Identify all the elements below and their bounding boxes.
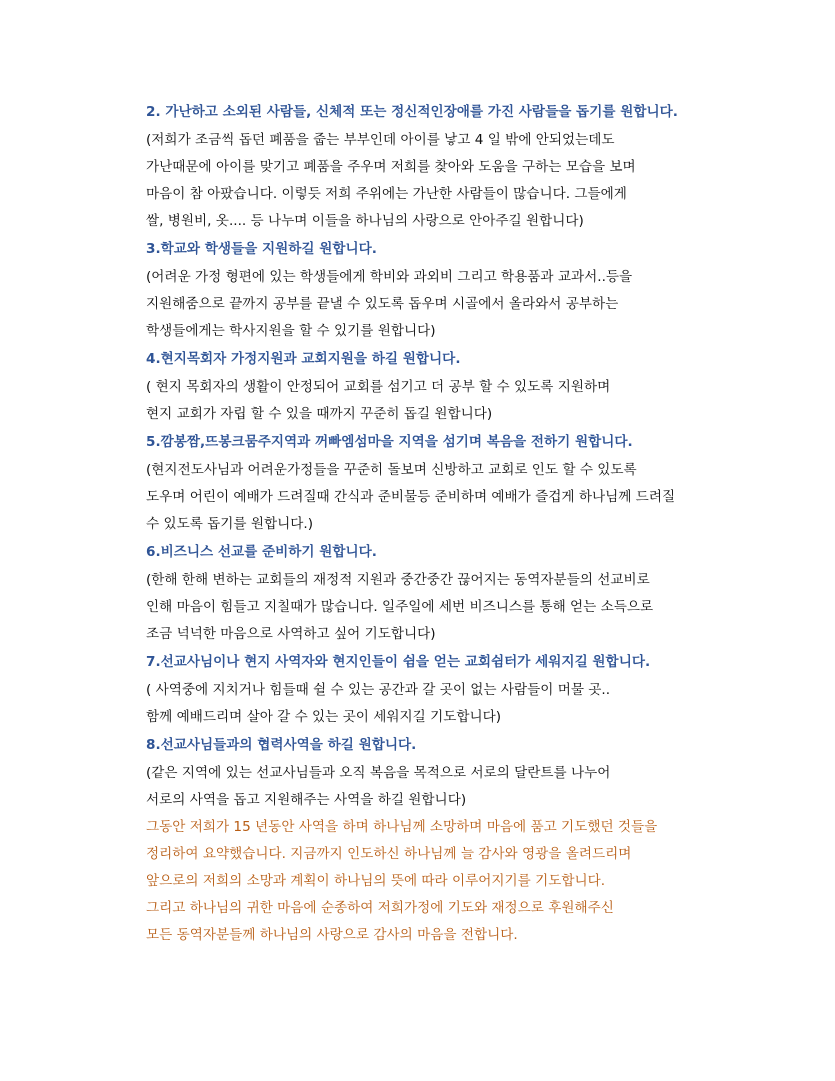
section-body-line: 쌀, 병원비, 옷.... 등 나누며 이들을 하나님의 사랑으로 안아주길 원합니다) xyxy=(146,213,584,229)
section-heading-4: 4.현지목회자 가정지원과 교회지원을 하길 원합니다. xyxy=(146,351,461,367)
section-heading-7: 7.선교사님이나 현지 사역자와 현지인들이 쉼을 얻는 교회쉼터가 세워지길 원합니다. xyxy=(146,654,651,670)
closing-line: 그동안 저희가 15 년동안 사역을 하며 하나님께 소망하며 마음에 품고 기도했던 것들을 xyxy=(146,819,658,835)
section-heading-3: 3.학교와 학생들을 지원하길 원합니다. xyxy=(146,241,377,257)
section-body-line: 서로의 사역을 돕고 지원해주는 사역을 하길 원합니다) xyxy=(146,792,467,808)
closing-line: 그리고 하나님의 귀한 마음에 순종하여 저희가정에 기도와 재정으로 후원해주신 xyxy=(146,900,614,916)
section-body-line: 도우며 어린이 예배가 드려질때 간식과 준비물등 준비하며 예배가 즐겁게 하나님께 드려질 xyxy=(146,489,676,505)
section-body-line: 현지 교회가 자립 할 수 있을 때까지 꾸준히 돕길 원합니다) xyxy=(146,406,493,422)
section-body-line: (어려운 가정 형편에 있는 학생들에게 학비와 과외비 그리고 학용품과 교과서..등을 xyxy=(146,269,633,285)
section-body-line: 인해 마음이 힘들고 지칠때가 많습니다. 일주일에 세번 비즈니스를 통해 얻는 소득으로 xyxy=(146,599,654,615)
section-heading-6: 6.비즈니스 선교를 준비하기 원합니다. xyxy=(146,544,377,560)
section-body-line: 수 있도록 돕기를 원합니다.) xyxy=(146,516,314,532)
section-body-line: (저희가 조금씩 돕던 폐품을 줍는 부부인데 아이를 낳고 4 일 밖에 안되었는데도 xyxy=(146,132,615,148)
section-body-line: 학생들에게는 학사지원을 할 수 있기를 원합니다) xyxy=(146,323,436,339)
closing-line: 정리하여 요약했습니다. 지금까지 인도하신 하나님께 늘 감사와 영광을 올려드리며 xyxy=(146,846,632,862)
section-body-line: 지원해줌으로 끝까지 공부를 끝낼 수 있도록 돕우며 시골에서 올라와서 공부하는 xyxy=(146,296,619,312)
section-heading-5: 5.깜봉짬,뜨봉크뭄주지역과 꺼빠엠섬마을 지역을 섬기며 복음을 전하기 원합니다. xyxy=(146,434,633,450)
closing-line: 모든 동역자분들께 하나님의 사랑으로 감사의 마음을 전합니다. xyxy=(146,927,518,943)
section-body-line: 조금 넉넉한 마음으로 사역하고 싶어 기도합니다) xyxy=(146,626,436,642)
section-body-line: 마음이 참 아팠습니다. 이렇듯 저희 주위에는 가난한 사람들이 많습니다. 그들에게 xyxy=(146,186,627,202)
section-body-line: (현지전도사님과 어려운가정들을 꾸준히 돌보며 신방하고 교회로 인도 할 수 있도록 xyxy=(146,462,637,478)
closing-line: 앞으로의 저희의 소망과 계획이 하나님의 뜻에 따라 이루어지기를 기도합니다. xyxy=(146,873,606,889)
section-heading-8: 8.선교사님들과의 협력사역을 하길 원합니다. xyxy=(146,737,417,753)
section-body-line: 가난때문에 아이를 맞기고 폐품을 주우며 저희를 찾아와 도움을 구하는 모습을 보며 xyxy=(146,159,636,175)
section-body-line: (한해 한해 변하는 교회들의 재정적 지원과 중간중간 끊어지는 동역자분들의 선교비로 xyxy=(146,572,650,588)
section-body-line: ( 사역중에 지치거나 힘들때 쉴 수 있는 공간과 갈 곳이 없는 사람들이 머물 곳.. xyxy=(146,682,611,698)
section-body-line: (같은 지역에 있는 선교사님들과 오직 복음을 목적으로 서로의 달란트를 나누어 xyxy=(146,765,611,781)
section-heading-2: 2. 가난하고 소외된 사람들, 신체적 또는 정신적인장애를 가진 사람들을 돕기를 원합니다. xyxy=(146,104,678,120)
section-body-line: ( 현지 목회자의 생활이 안정되어 교회를 섬기고 더 공부 할 수 있도록 지원하며 xyxy=(146,379,611,395)
section-body-line: 함께 예배드리며 살아 갈 수 있는 곳이 세워지길 기도합니다) xyxy=(146,709,502,725)
